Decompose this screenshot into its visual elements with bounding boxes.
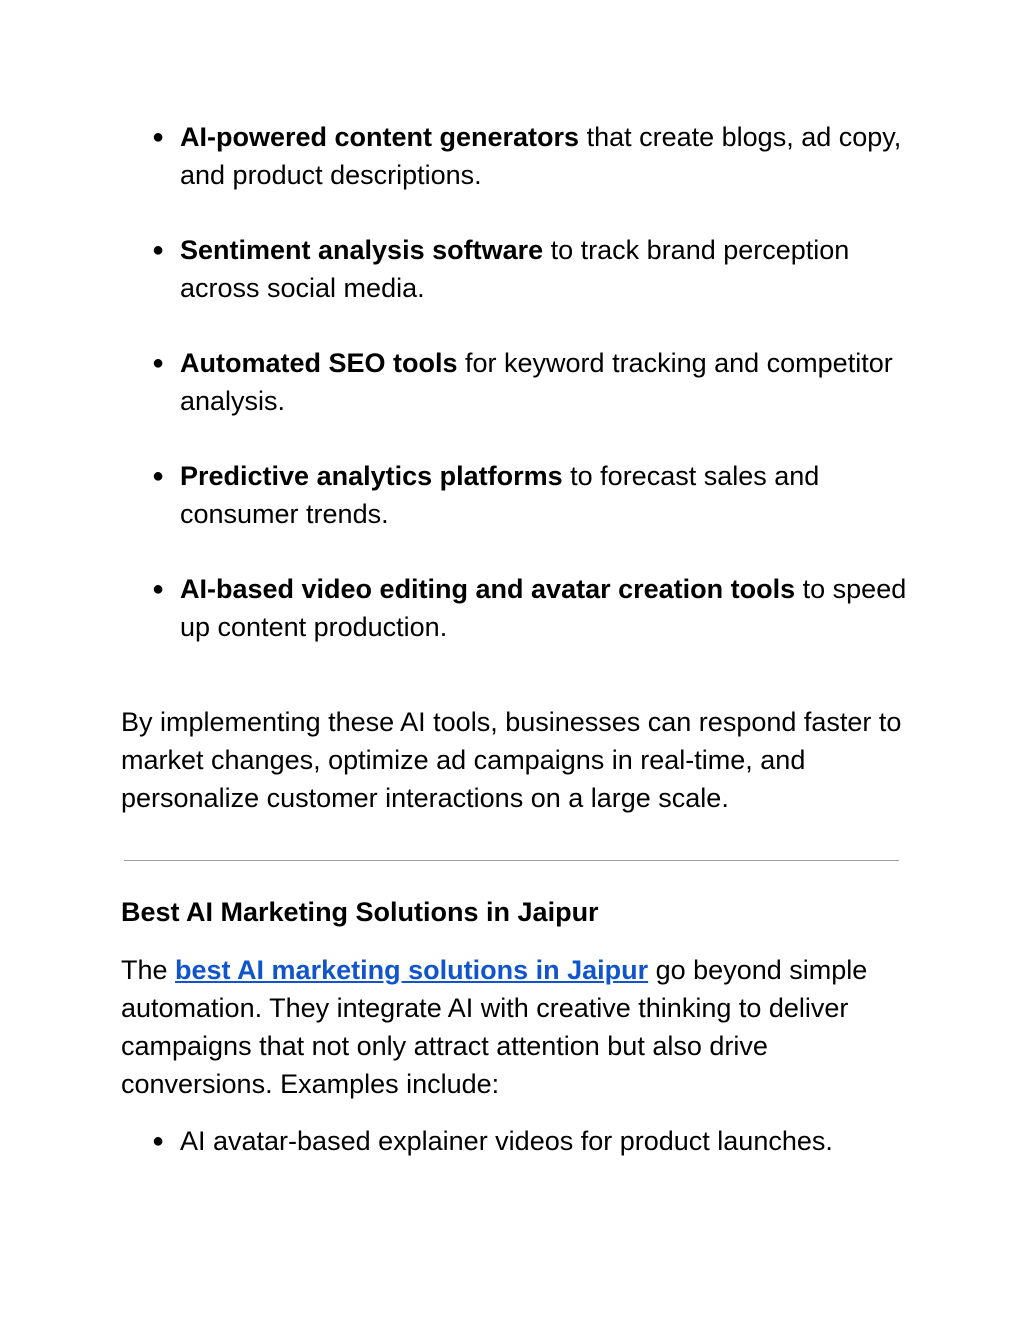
list-item	[152, 344, 920, 420]
bullet-icon: ●	[152, 239, 165, 261]
list-item-text: to speed up content production.	[180, 574, 907, 642]
ai-tools-list	[152, 118, 920, 646]
list-item-text: to forecast sales and consumer trends.	[180, 461, 820, 529]
intro-paragraph	[121, 951, 911, 1103]
bullet-icon: ●	[152, 126, 165, 148]
list-item	[152, 1122, 920, 1160]
list-item	[152, 118, 920, 194]
list-item-text: AI avatar-based explainer videos for product launches.	[180, 1126, 833, 1156]
list-item-bold: Predictive analytics platforms	[180, 461, 563, 491]
examples-list	[152, 1122, 920, 1160]
list-item-text: for keyword tracking and competitor analysis.	[180, 348, 893, 416]
bullet-icon: ●	[152, 578, 165, 600]
list-item	[152, 457, 920, 533]
bullet-icon: ●	[152, 465, 165, 487]
list-item-text: that create blogs, ad copy, and product descriptions.	[180, 122, 902, 190]
list-item-text: to track brand perception across social media.	[180, 235, 850, 303]
list-item-bold: AI-based video editing and avatar creation tools	[180, 574, 796, 604]
bullet-icon: ●	[152, 352, 165, 374]
paragraph-text-before: The	[121, 955, 176, 985]
horizontal-divider	[124, 860, 899, 861]
body-paragraph: By implementing these AI tools, businesses can respond faster to market changes, optimize ad campaigns in real-time, and personalize customer interactions on a large scale.	[121, 707, 902, 813]
list-item	[152, 570, 920, 646]
bullet-icon: ●	[152, 1130, 165, 1152]
solutions-link[interactable]: best AI marketing solutions in Jaipur	[175, 955, 649, 985]
list-item	[152, 231, 920, 307]
list-item-bold: Sentiment analysis software	[180, 235, 544, 265]
paragraph-text-after: go beyond simple automation. They integrate AI with creative thinking to deliver campaigns that not only attract attention but also drive conversions. Examples include:	[121, 955, 868, 1099]
section-heading: Best AI Marketing Solutions in Jaipur	[121, 897, 599, 927]
list-item-bold: AI-powered content generators	[180, 122, 580, 152]
list-item-bold: Automated SEO tools	[180, 348, 458, 378]
